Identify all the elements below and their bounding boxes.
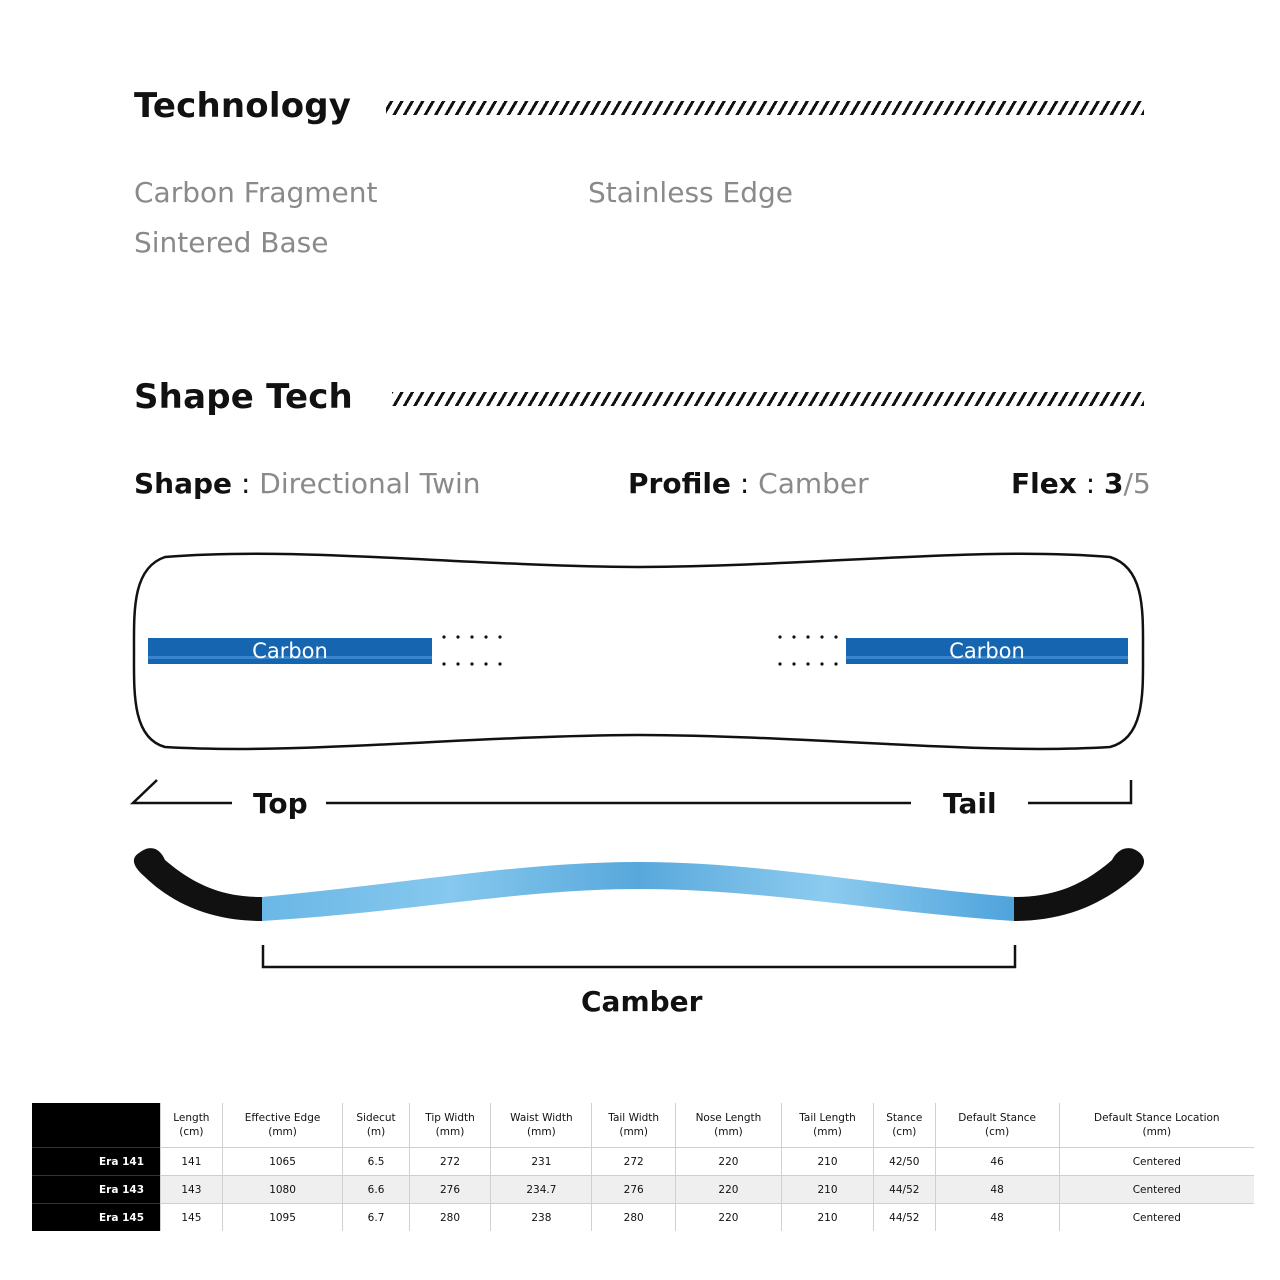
tail-tip: [1014, 848, 1144, 921]
technology-divider: [386, 101, 1144, 115]
header-nose-length: Nose Length (mm): [675, 1103, 781, 1148]
flex-spec: [1011, 467, 1151, 500]
header-default-stance: Default Stance (cm): [935, 1103, 1059, 1148]
table-cell: 210: [781, 1176, 873, 1204]
header-waist-width: Waist Width (mm): [491, 1103, 592, 1148]
table-cell: 272: [592, 1148, 676, 1176]
header-tip-width: Tip Width (mm): [409, 1103, 491, 1148]
table-cell: Centered: [1059, 1176, 1254, 1204]
table-cell: 1065: [222, 1148, 343, 1176]
tech-item-sintered-base: Sintered Base: [134, 226, 329, 259]
table-cell: 42/50: [874, 1148, 936, 1176]
profile-label: Profile: [628, 467, 731, 500]
table-cell: 280: [592, 1204, 676, 1232]
spec-table-header: [32, 1103, 1254, 1148]
profile-spec: [628, 467, 869, 500]
flex-separator: :: [1085, 467, 1096, 500]
header-default-stance-location: Default Stance Location (mm): [1059, 1103, 1254, 1148]
header-effective-edge: Effective Edge (mm): [222, 1103, 343, 1148]
table-cell: 44/52: [874, 1176, 936, 1204]
table-cell: Centered: [1059, 1204, 1254, 1232]
profile-value: Camber: [758, 467, 869, 500]
tech-item-carbon-fragment: Carbon Fragment: [134, 176, 378, 209]
table-cell: 6.6: [343, 1176, 409, 1204]
shape-separator: :: [240, 467, 251, 500]
table-cell: 210: [781, 1204, 873, 1232]
row-model: Era 143: [32, 1176, 161, 1204]
table-cell: 44/52: [874, 1204, 936, 1232]
table-cell: 1080: [222, 1176, 343, 1204]
flex-slash: /: [1123, 467, 1133, 500]
carbon-label-right: Carbon: [949, 639, 1025, 663]
table-cell: 276: [592, 1176, 676, 1204]
table-cell: 220: [675, 1204, 781, 1232]
shape-tech-divider: [392, 392, 1144, 406]
table-cell: 145: [161, 1204, 223, 1232]
nose-tip: [134, 848, 262, 921]
table-cell: 220: [675, 1176, 781, 1204]
header-tail-length: Tail Length (mm): [781, 1103, 873, 1148]
table-cell: 210: [781, 1148, 873, 1176]
tech-item-stainless-edge: Stainless Edge: [588, 176, 793, 209]
table-cell: 234.7: [491, 1176, 592, 1204]
shape-value: Directional Twin: [259, 467, 481, 500]
table-cell: 143: [161, 1176, 223, 1204]
row-model: Era 141: [32, 1148, 161, 1176]
camber-base: [262, 862, 1014, 921]
camber-bracket: [263, 945, 1015, 967]
header-sidecut: Sidecut (m): [343, 1103, 409, 1148]
table-cell: 141: [161, 1148, 223, 1176]
carbon-label-left: Carbon: [252, 639, 328, 663]
camber-label: Camber: [581, 985, 703, 1018]
header-tail-width: Tail Width (mm): [592, 1103, 676, 1148]
shape-spec: [134, 467, 481, 500]
table-row: [32, 1176, 1254, 1204]
shape-label: Shape: [134, 467, 233, 500]
table-cell: 220: [675, 1148, 781, 1176]
flex-label: Flex: [1011, 467, 1077, 500]
table-cell: 46: [935, 1148, 1059, 1176]
table-cell: 6.5: [343, 1148, 409, 1176]
table-cell: 1095: [222, 1204, 343, 1232]
flex-max: 5: [1132, 467, 1151, 500]
shape-tech-title: Shape Tech: [134, 377, 353, 417]
header-stance: Stance (cm): [874, 1103, 936, 1148]
tail-label: Tail: [943, 787, 997, 820]
table-cell: 231: [491, 1148, 592, 1176]
table-cell: 48: [935, 1204, 1059, 1232]
table-cell: 238: [491, 1204, 592, 1232]
table-cell: Centered: [1059, 1148, 1254, 1176]
table-cell: 6.7: [343, 1204, 409, 1232]
header-length: Length (cm): [161, 1103, 223, 1148]
spec-table: [32, 1103, 1254, 1231]
flex-value: 3: [1104, 467, 1124, 500]
board-diagram: [0, 540, 1280, 1040]
table-row: [32, 1148, 1254, 1176]
table-cell: 280: [409, 1204, 491, 1232]
technology-title: Technology: [134, 86, 352, 126]
row-model: Era 145: [32, 1204, 161, 1232]
table-cell: 272: [409, 1148, 491, 1176]
top-label: Top: [253, 787, 308, 820]
table-cell: 276: [409, 1176, 491, 1204]
table-cell: 48: [935, 1176, 1059, 1204]
profile-separator: :: [739, 467, 750, 500]
table-row: [32, 1204, 1254, 1232]
table-corner: [32, 1103, 161, 1148]
